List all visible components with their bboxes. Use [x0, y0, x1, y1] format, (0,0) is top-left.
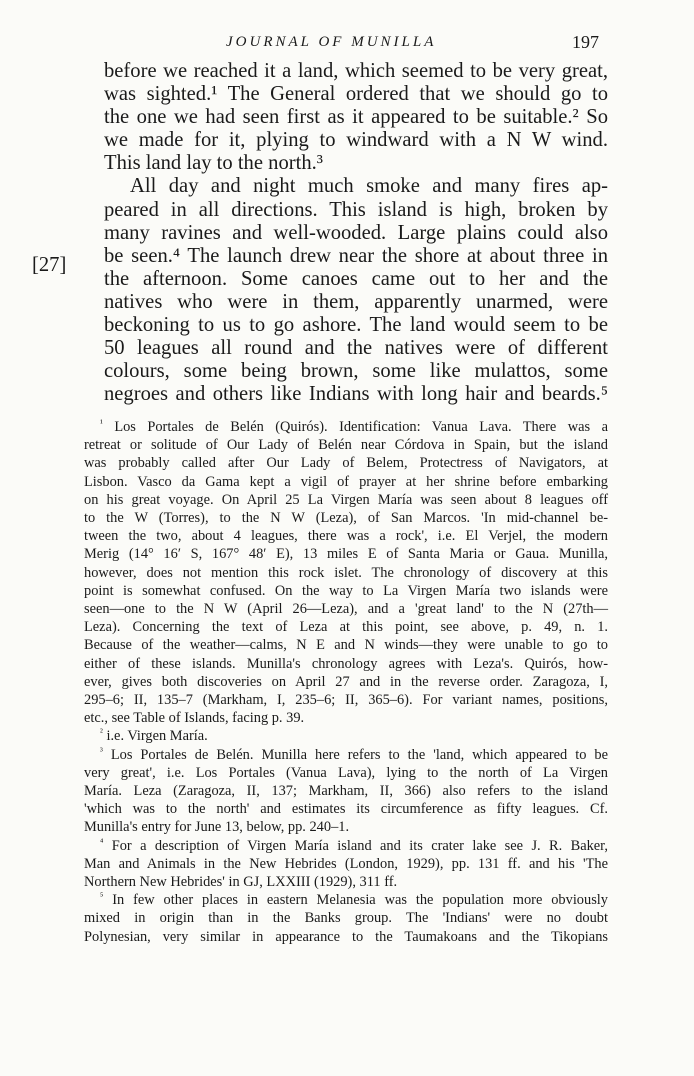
- footnote-line: Northern New Hebrides' in GJ, LXXIII (1929), 311 ff.: [84, 874, 398, 891]
- footnote-line: was probably called after Our Lady of Belem, Protectress of Navigators, at: [84, 455, 608, 472]
- body-line: was sighted.¹ The General ordered that we should go to: [104, 83, 608, 106]
- body-line: the one we had seen first as it appeared to be suitable.² So: [104, 106, 608, 129]
- body-line: This land lay to the north.³: [104, 152, 323, 175]
- footnote-line: very great', i.e. Los Portales (Vanua Lava), lying to the north of La Virgen: [84, 764, 608, 781]
- body-line: beckoning to us to go ashore. The land would seem to be: [104, 314, 608, 337]
- footnote-line: on his great voyage. On April 25 La Virgen María was seen about 8 leagues off: [84, 491, 608, 508]
- body-line: before we reached it a land, which seemed to be very great,: [104, 60, 608, 82]
- body-line: 50 leagues all round and the natives were of different: [104, 337, 608, 360]
- footnote-line: Man and Animals in the New Hebrides (London, 1929), pp. 131 ff. and his 'The: [84, 855, 608, 872]
- footnote-line: either of these islands. Munilla's chronology agrees with Leza's. Quirós, how-: [84, 655, 608, 672]
- page-number: 197: [572, 32, 599, 52]
- running-head-title: JOURNAL OF MUNILLA: [226, 34, 437, 50]
- footnotes: [84, 418, 608, 946]
- body-text: [104, 60, 608, 406]
- footnote-line: tween the two, about 4 leagues, there was a rock', i.e. El Verjel, the modern: [84, 528, 608, 545]
- footnote-line: $^{^3}$ Los Portales de Belén. Munilla here refers to the 'land, which appeared to be: [100, 746, 608, 763]
- body-line: be seen.⁴ The launch drew near the shore at about three in: [104, 244, 608, 267]
- footnote-line: Lisbon. Vasco da Gama kept a vigil of prayer at her shrine before embarking: [84, 473, 608, 490]
- footnote-line: Leza). Concerning the text of Leza at this point, see above, p. 49, n. 1.: [84, 619, 608, 636]
- footnote-line: $^{^1}$ Los Portales de Belén (Quirós). Identification: Vanua Lava. There was a: [100, 419, 608, 435]
- footnote-line: 295–6; II, 135–7 (Markham, I, 235–6; II, 365–6). For variant names, positions,: [84, 692, 608, 709]
- body-line: colours, some being brown, some like mulattos, some: [104, 360, 608, 383]
- footnote-line: however, does not mention this rock islet. The chronology of discovery at this: [84, 564, 608, 581]
- footnote-line: María. Leza (Zaragoza, II, 137; Markham, II, 366) also refers to the island: [84, 783, 608, 800]
- margin-page-reference: [27]: [32, 254, 67, 276]
- body-line: natives who were in them, apparently unarmed, were: [104, 290, 608, 313]
- body-line: the afternoon. Some canoes came out to her and the: [104, 267, 608, 290]
- footnote-line: to the W (Torres), to the N W (Leza), of San Marcos. 'In mid-channel be-: [84, 510, 608, 527]
- body-line: we made for it, plying to windward with a N W wind.: [104, 129, 608, 152]
- footnote-line: ever, gives both discoveries on April 27 and in the reverse order. Zaragoza, I,: [84, 673, 608, 690]
- footnote-line: Polynesian, very similar in appearance to the Taumakoans and the Tikopians: [84, 928, 608, 945]
- footnote-line: 'which was to the north' and estimates its circumference as fifty leagues. Cf.: [84, 801, 608, 818]
- body-line: peared in all directions. This island is high, broken by: [104, 198, 608, 221]
- body-line: negroes and others like Indians with long hair and beards.⁵: [104, 383, 608, 406]
- footnote-line: Because of the weather—calms, N E and N winds—they were unable to go to: [84, 637, 608, 654]
- footnote-line: Munilla's entry for June 13, below, pp. 240–1.: [84, 819, 350, 836]
- running-header: [0, 34, 694, 60]
- footnote-line: retreat or solitude of Our Lady of Belén near Córdova in Spain, but the island: [84, 437, 608, 454]
- body-line: many ravines and well-wooded. Large plains could also: [104, 221, 608, 244]
- footnote-line: Merig (14° 16′ S, 167° 48′ E), 13 miles E of Santa Maria or Gaua. Munilla,: [84, 546, 608, 563]
- footnote-line: seen—one to the N W (April 26—Leza), and a 'great land' to the N (27th—: [84, 601, 608, 618]
- footnote-line: etc., see Table of Islands, facing p. 39.: [84, 710, 305, 727]
- footnote-line: $^{^2}$ i.e. Virgen María.: [100, 728, 208, 745]
- footnote-line: mixed in origin than in the Banks group. The 'Indians' were no doubt: [84, 910, 608, 927]
- footnote-line: $^{^5}$ In few other places in eastern Melanesia was the population more obviously: [100, 892, 608, 909]
- footnote-line: $^{^4}$ For a description of Virgen María island and its crater lake see J. R. Baker,: [100, 837, 608, 854]
- body-line: All day and night much smoke and many fires ap-: [130, 175, 608, 198]
- footnote-line: point is somewhat confused. On the way to La Virgen María two islands were: [84, 582, 608, 599]
